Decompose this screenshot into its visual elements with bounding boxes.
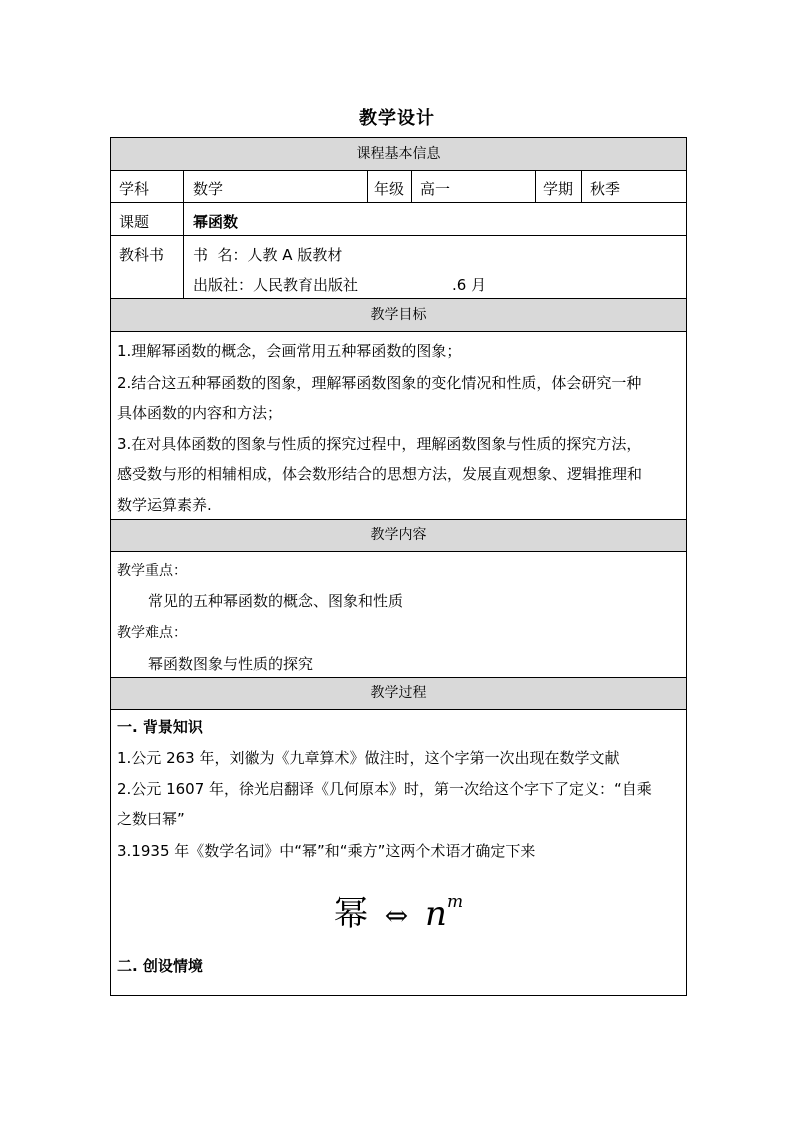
objective-line: 感受数与形的相辅相成，体会数形结合的思想方法，发展直观想象、逻辑推理和 xyxy=(117,465,643,483)
key-points-label: 教学重点： xyxy=(117,563,187,579)
publication-date: .6 月 xyxy=(452,276,487,294)
term-value: 秋季 xyxy=(590,180,621,198)
page-title: 教学设计 xyxy=(359,108,435,129)
objective-line: 数学运算素养. xyxy=(117,496,212,514)
key-points-text: 常见的五种幂函数的概念、图象和性质 xyxy=(148,592,404,610)
topic-value: 幂函数 xyxy=(193,213,239,231)
formula-exponent: m xyxy=(446,891,464,912)
content-header xyxy=(111,520,686,552)
grade-value: 高一 xyxy=(420,180,451,198)
process-line: 1.公元 263 年，刘徽为《九章算术》做注时，这个字第一次出现在数学文献 xyxy=(117,749,620,767)
section-scenario-title: 二. 创设情境 xyxy=(117,957,203,975)
difficulty-text: 幂函数图象与性质的探究 xyxy=(148,655,314,673)
lesson-table xyxy=(110,137,687,996)
subject-row xyxy=(111,171,686,203)
process-header xyxy=(111,678,686,710)
formula-character: 幂 xyxy=(333,894,368,934)
content-body xyxy=(111,552,686,678)
objectives-header-label: 教学目标 xyxy=(370,307,427,323)
basic-info-header xyxy=(111,138,686,171)
topic-label: 课题 xyxy=(119,213,150,231)
objectives-header xyxy=(111,299,686,332)
power-formula xyxy=(111,886,686,935)
subject-value: 数学 xyxy=(193,180,224,198)
objective-line: 具体函数的内容和方法； xyxy=(117,404,283,422)
publisher: 出版社：人民教育出版社 xyxy=(193,276,359,294)
process-line: 2.公元 1607 年，徐光启翻译《几何原本》时，第一次给这个字下了定义：“自乘 xyxy=(117,780,652,798)
objective-line: 2.结合这五种幂函数的图象，理解幂函数图象的变化情况和性质，体会研究一种 xyxy=(117,374,642,392)
book-name: 书 名：人教 A 版教材 xyxy=(193,246,343,264)
difficulty-label: 教学难点： xyxy=(117,625,187,641)
process-line: 3.1935 年《数学名词》中“幂”和“乘方”这两个术语才确定下来 xyxy=(117,842,536,860)
section-background-title: 一. 背景知识 xyxy=(117,718,203,736)
objective-line: 1.理解幂函数的概念，会画常用五种幂函数的图象； xyxy=(117,342,462,360)
grade-label: 年级 xyxy=(374,180,405,198)
subject-label: 学科 xyxy=(119,180,150,198)
formula-base: n xyxy=(425,894,447,934)
basic-info-header-label: 课程基本信息 xyxy=(356,146,441,162)
textbook-row xyxy=(111,236,686,299)
process-line: 之数曰幂” xyxy=(117,810,185,828)
term-label: 学期 xyxy=(543,180,574,198)
topic-row xyxy=(111,203,686,236)
content-header-label: 教学内容 xyxy=(370,527,427,543)
objective-line: 3.在对具体函数的图象与性质的探究过程中，理解函数图象与性质的探究方法， xyxy=(117,435,642,453)
process-header-label: 教学过程 xyxy=(370,685,427,701)
objectives-body xyxy=(111,332,686,520)
equivalence-arrow-icon: ⇔ xyxy=(384,899,409,932)
process-body xyxy=(111,710,686,995)
textbook-label: 教科书 xyxy=(119,246,165,264)
